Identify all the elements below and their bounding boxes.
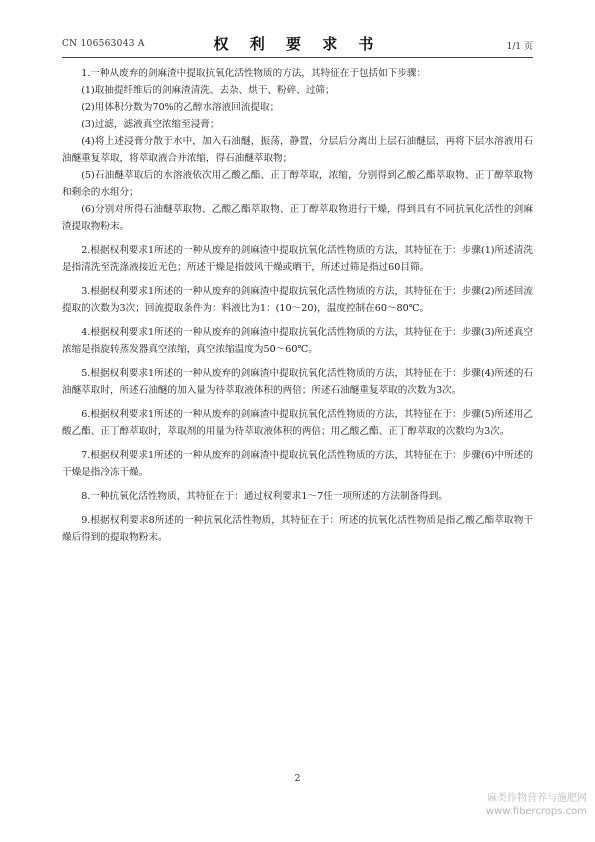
claim-7: 7.根据权利要求1所述的一种从废弃的剑麻渣中提取抗氧化活性物质的方法，其特征在于：步骤(6)中所述的干燥是指冷冻干燥。 [62,450,533,478]
claim-9: 9.根据权利要求8所述的一种抗氧化活性物质，其特征在于：所述的抗氧化活性物质是指乙酸乙酯萃取物干燥后得到的提取物粉末。 [62,515,533,543]
page-info: 1/1 页 [506,42,533,52]
claim-3: 3.根据权利要求1所述的一种从废弃的剑麻渣中提取抗氧化活性物质的方法，其特征在于：步骤(2)所述回流提取的次数为3次；回流提取条件为：料液比为1：(10～20)，温度控制在60～80℃。 [62,286,533,314]
claim-1 [62,65,533,235]
claim-1-step-1: (1)取抽提纤维后的剑麻渣清洗、去杂、烘干、粉碎、过筛； [81,85,335,96]
claim-1-step-5: (5)石油醚萃取后的水溶液依次用乙酸乙酯、正丁醇萃取，浓缩，分别得到乙酸乙酯萃取物、正丁醇萃取物和剩余的水组分； [62,170,533,198]
watermark-url: www.fibercrops.com [485,806,587,817]
claim-1-step-4: (4)将上述浸膏分散于水中，加入石油醚，振荡，静置，分层后分离出上层石油醚层，再将下层水溶液用石油醚重复萃取，将萃取液合并浓缩，得石油醚萃取物； [62,136,533,164]
claim-8: 8.一种抗氧化活性物质，其特征在于：通过权利要求1～7任一项所述的方法制备得到。 [81,491,448,502]
site-watermark [486,792,587,818]
document-header [62,30,533,52]
claim-1-step-6: (6)分别对所得石油醚萃取物、乙酸乙酯萃取物、正丁醇萃取物进行干燥，得到具有不同抗氧化活性的剑麻渣提取物粉末。 [62,204,533,232]
claim-1-intro: 1.一种从废弃的剑麻渣中提取抗氧化活性物质的方法，其特征在于包括如下步骤： [81,68,427,79]
claim-4: 4.根据权利要求1所述的一种从废弃的剑麻渣中提取抗氧化活性物质的方法，其特征在于：步骤(3)所述真空浓缩是指旋转蒸发器真空浓缩，真空浓缩温度为50～60℃。 [62,327,533,355]
claims-body [62,65,533,553]
publication-number: CN 106563043 A [62,39,145,49]
watermark-site-name: 麻类作物营养与施肥网 [487,793,587,804]
claim-1-step-2: (2)用体积分数为70%的乙醇水溶液回流提取； [81,102,280,113]
claim-1-step-3: (3)过滤，滤液真空浓缩至浸膏； [81,119,220,130]
page-number: 2 [294,773,301,784]
claim-6: 6.根据权利要求1所述的一种从废弃的剑麻渣中提取抗氧化活性物质的方法，其特征在于：步骤(5)所述用乙酸乙酯、正丁醇萃取时，萃取剂的用量为待萃取液体积的两倍；用乙酸乙酯、正丁醇萃取的次数均为3次。 [62,409,533,437]
document-title: 权 利 要 求 书 [213,35,382,53]
header-divider [62,57,533,58]
claim-5: 5.根据权利要求1所述的一种从废弃的剑麻渣中提取抗氧化活性物质的方法，其特征在于：步骤(4)所述的石油醚萃取时，所述石油醚的加入量为待萃取液体积的两倍；所述石油醚重复萃取的次数为3次。 [62,368,533,396]
claim-2: 2.根据权利要求1所述的一种从废弃的剑麻渣中提取抗氧化活性物质的方法，其特征在于：步骤(1)所述清洗是指清洗至洗涤液接近无色；所述干燥是指鼓风干燥或晒干，所述过筛是指过60目筛。 [62,245,533,273]
